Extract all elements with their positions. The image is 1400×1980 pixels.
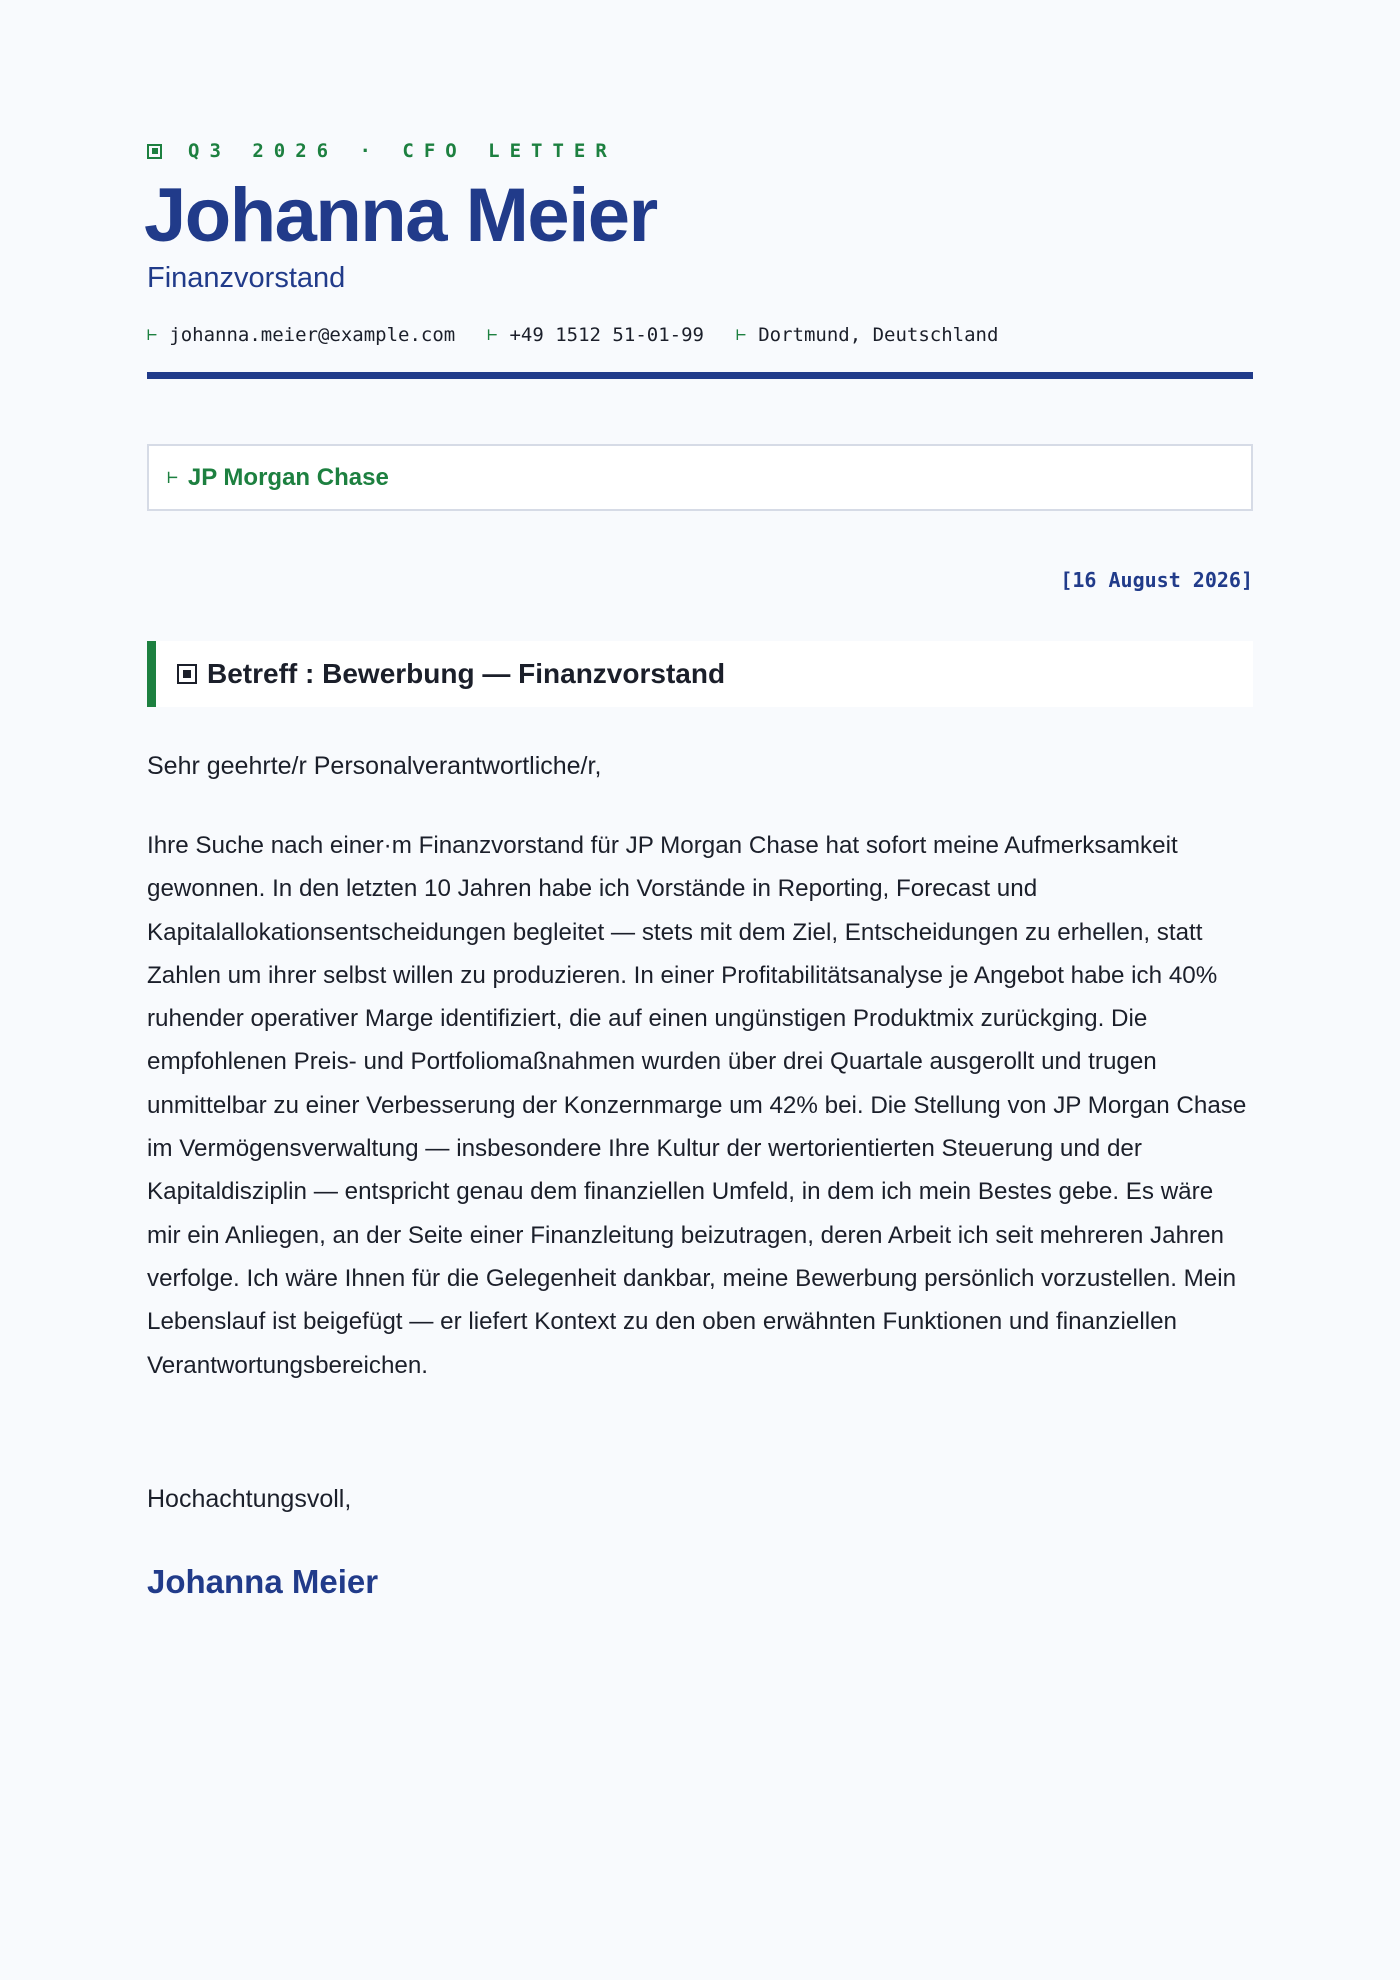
recipient-company: JP Morgan Chase <box>187 463 389 491</box>
contact-location-text: Dortmund, Deutschland <box>758 324 999 346</box>
contact-phone-text: +49 1512 51-01-99 <box>509 324 704 346</box>
tee-marker-icon: ⊢ <box>487 325 498 345</box>
sender-name: Johanna Meier <box>144 173 657 258</box>
eyebrow-text: Q3 2026 · CFO LETTER <box>188 140 617 162</box>
square-dot-icon <box>147 144 162 159</box>
tee-marker-icon: ⊢ <box>735 325 747 345</box>
contact-line <box>147 324 1030 346</box>
contact-email[interactable] <box>147 324 455 346</box>
header-divider <box>147 372 1253 379</box>
salutation: Sehr geehrte/r Personalverantwortliche/r, <box>147 752 602 780</box>
contact-email-text: johanna.meier@example.com <box>169 324 456 346</box>
closing: Hochachtungsvoll, <box>147 1485 352 1513</box>
tee-marker-icon: ⊢ <box>147 325 158 345</box>
tee-marker-icon: ⊢ <box>167 467 178 488</box>
sender-role: Finanzvorstand <box>147 262 346 294</box>
square-dot-icon <box>177 664 197 684</box>
signature: Johanna Meier <box>147 1563 379 1600</box>
recipient-box <box>147 444 1253 511</box>
letter-eyebrow <box>147 140 617 162</box>
contact-location <box>736 324 998 346</box>
subject-text: Betreff : Bewerbung — Finanzvorstand <box>207 658 726 689</box>
letter-body: Ihre Suche nach einer·m Finanzvorstand für JP Morgan Chase hat sofort meine Aufmerksamkeit gewonnen. In den letzten 10 Jahren habe ich Vorstände in Reporting, Forecast und Kapitalallokationsentscheidungen begleitet — stets mit dem Ziel, Entscheidungen zu erhellen, statt Zahlen um ihrer selbst willen zu produzieren. In einer Profitabilitätsanalyse je Angebot habe ich 40% ruhender operativer Marge identifiziert, die auf einen ungünstigen Produktmix zurückging. Die empfohlenen Preis- und Portfoliomaßnahmen wurden über drei Quartale ausgerollt und trugen unmittelbar zu einer Verbesserung der Konzernmarge um 42% bei. Die Stellung von JP Morgan Chase im Vermögensverwaltung — insbesondere Ihre Kultur der wertorientierten Steuerung und der Kapitaldisziplin — entspricht genau dem finanziellen Umfeld, in dem ich mein Bestes gebe. Es wäre mir ein Anliegen, an der Seite einer Finanzleitung beizutragen, deren Arbeit ich seit mehreren Jahren verfolge. Ich wäre Ihnen für die Gelegenheit dankbar, meine Bewerbung persönlich vorzustellen. Mein Lebenslauf ist beigefügt — er liefert Kontext zu den oben erwähnten Funktionen und finanziellen Verantwortungsbereichen. <box>147 832 1247 1379</box>
letter-date: [16 August 2026] <box>1060 568 1253 592</box>
contact-phone[interactable] <box>487 324 704 346</box>
subject-bar <box>147 641 1253 707</box>
